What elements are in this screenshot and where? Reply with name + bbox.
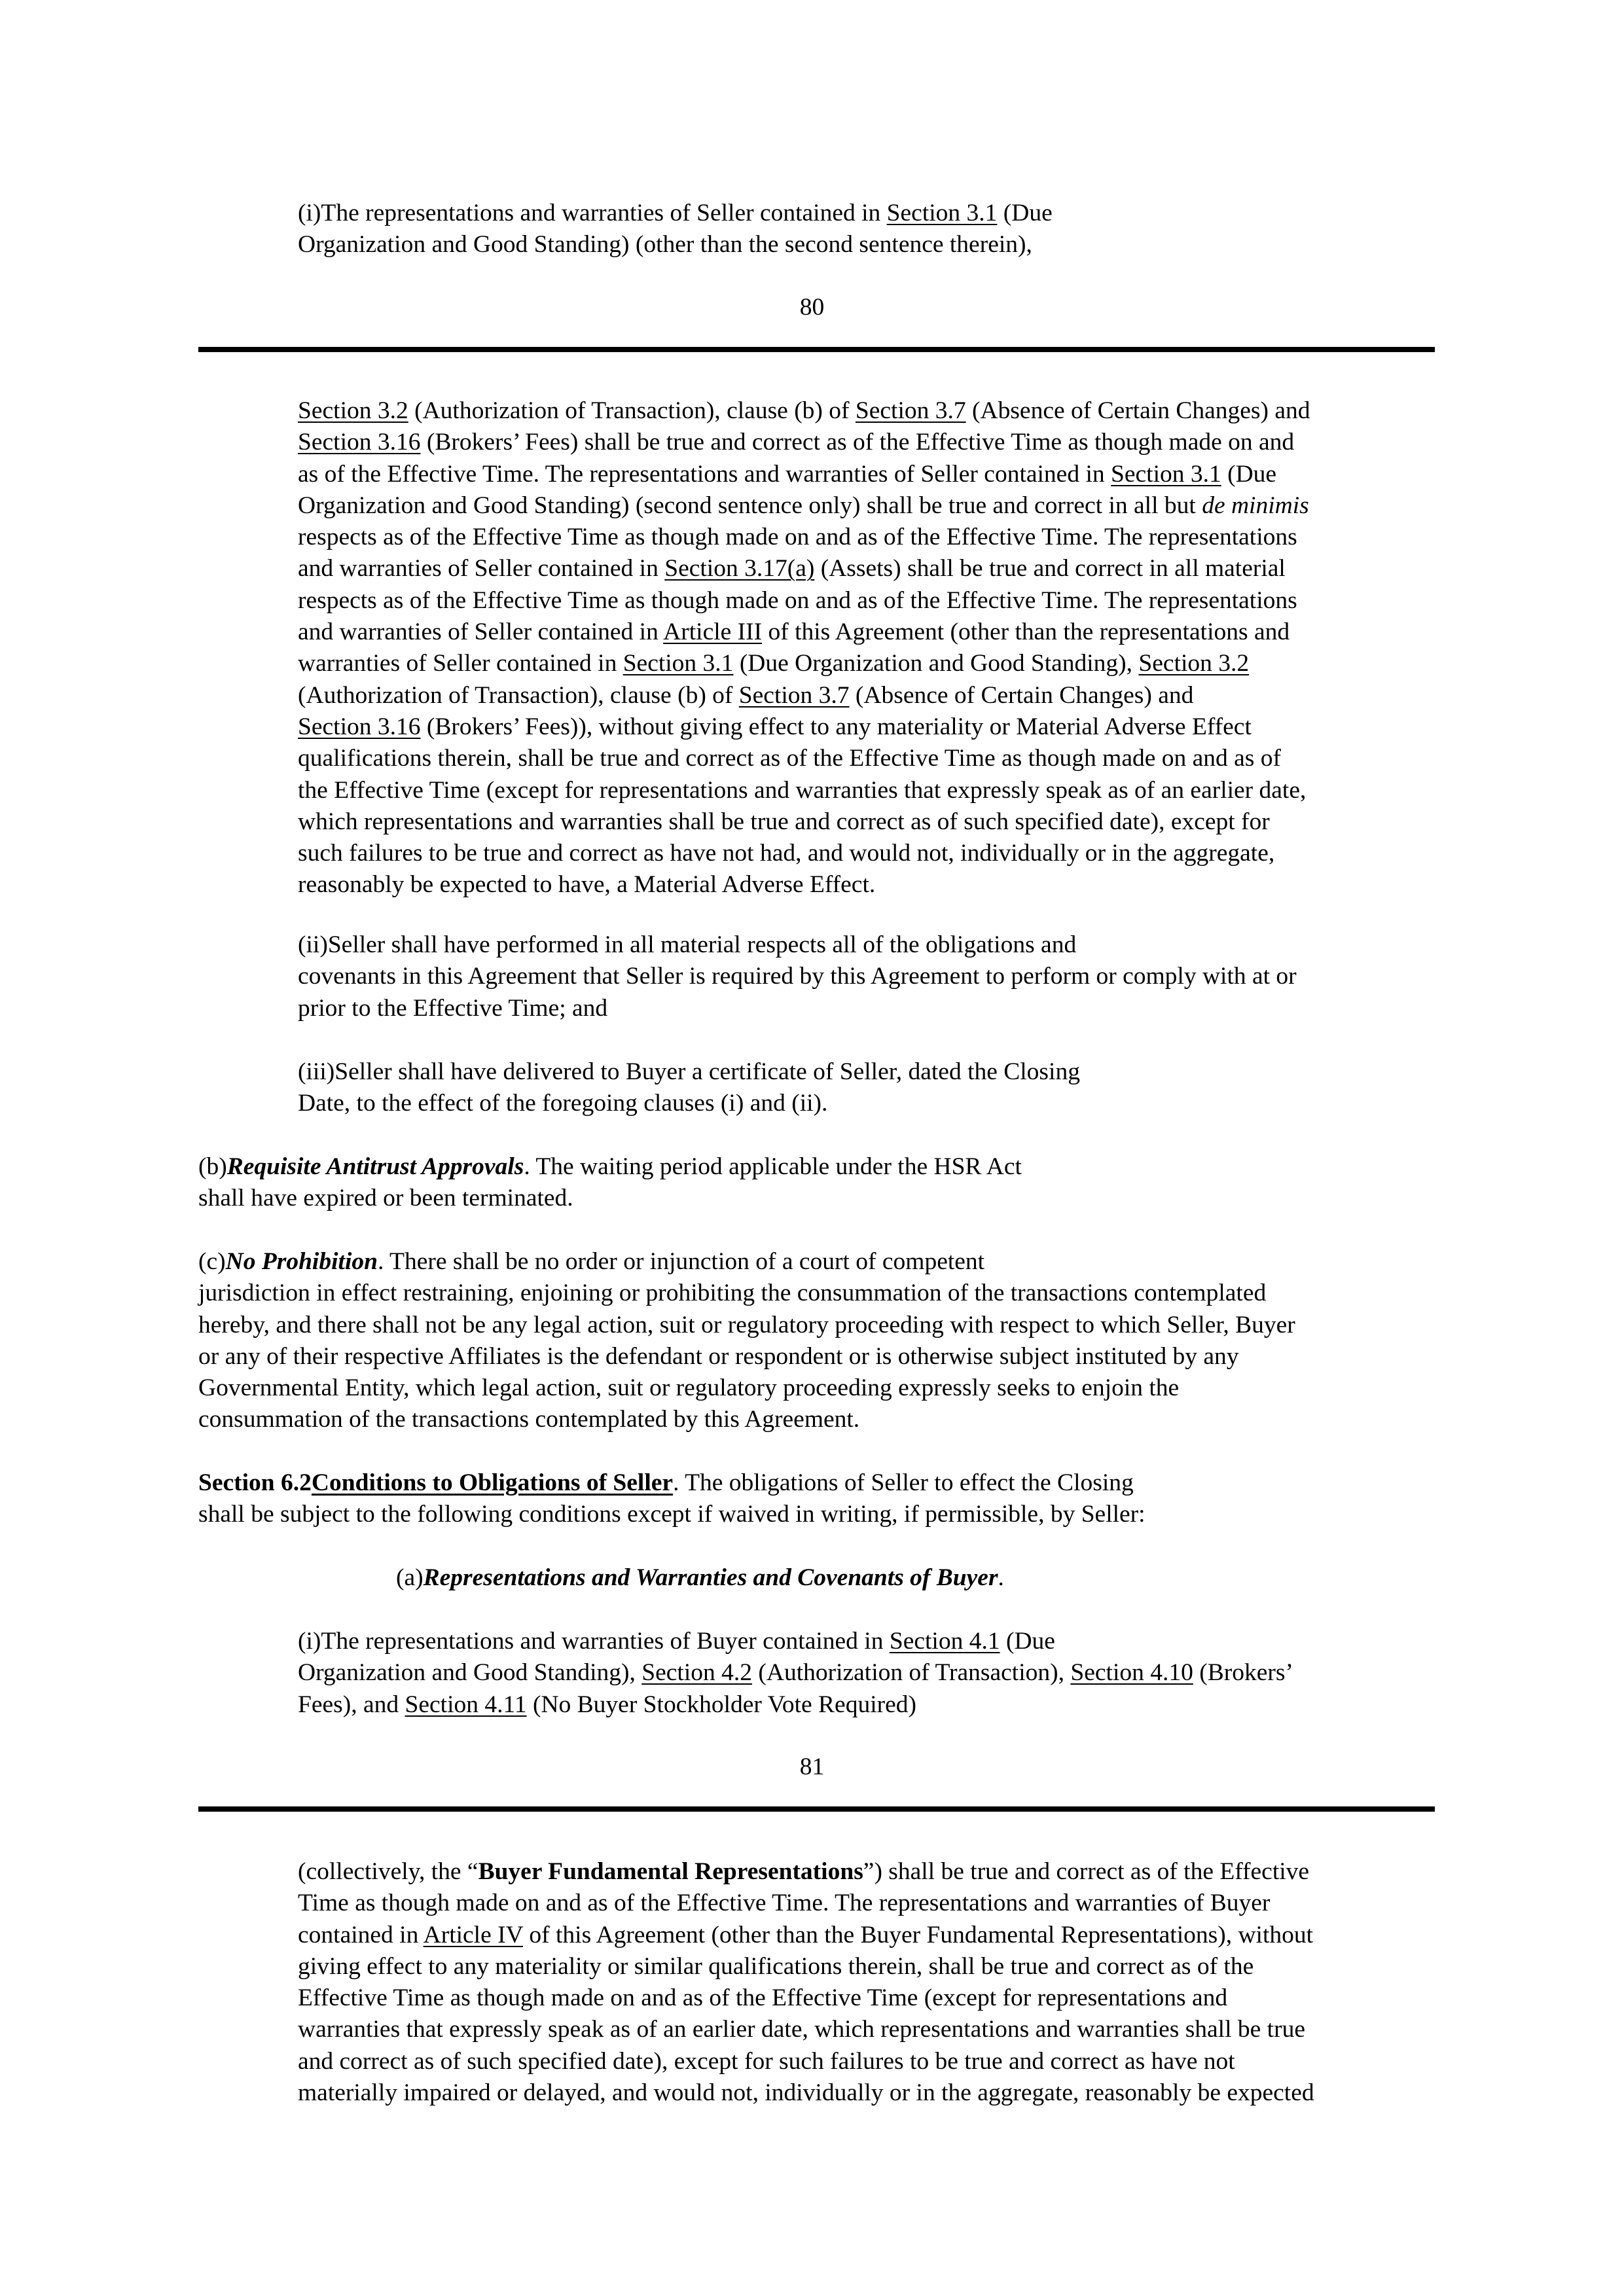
text-run: Date, to the effect of the foregoing clauses (i) and (ii). [298,1090,828,1117]
text-run: shall be subject to the following conditions except if waived in writing, if permissible, by Seller: [198,1501,1146,1528]
text-line [298,743,1310,774]
text-run: (Due Organization and Good Standing), [733,650,1139,677]
text-line [198,1372,1295,1404]
cross-reference: Section 4.1 [889,1628,1000,1655]
text-run: covenants in this Agreement that Seller is required by this Agreement to perform or comply with at or [298,963,1297,990]
text-line [198,1246,1295,1278]
text-run: Seller shall have delivered to Buyer a certificate of Seller, dated the Closing [334,1058,1080,1085]
text-run: The representations and warranties of Buyer contained in [321,1628,890,1655]
text-run: . There shall be no order or injunction of a court of competent [377,1248,985,1275]
emphasized-text: Requisite Antitrust Approvals [226,1153,524,1180]
text-line [298,2046,1314,2077]
emphasized-text: Section 6.2 [198,1469,312,1496]
text-run: (Authorization of Transaction), clause (b) of [298,681,739,709]
cross-reference: Section 3.1 [623,650,734,677]
text-line [298,869,1310,901]
text-run: jurisdiction in effect restraining, enjoining or prohibiting the consummation of the transactions contemplated [198,1280,1267,1307]
cross-reference: Section 3.16 [298,429,421,456]
text-line [298,395,1310,427]
text-run: (i) [298,1628,321,1655]
cross-reference: Section 3.2 [298,397,408,424]
text-run: contained in [298,1921,424,1948]
text-run: shall have expired or been terminated. [198,1185,573,1212]
text-run: Organization and Good Standing) (other than the second sentence therein), [298,231,1032,259]
text-line [298,617,1310,648]
paragraph-clause-i-seller [298,198,1053,261]
text-run: materially impaired or delayed, and would not, individually or in the aggregate, reasonably be expected [298,2079,1314,2107]
emphasized-text: Buyer Fundamental Representations [478,1858,863,1885]
text-run: (Brokers’ Fees)), without giving effect to any materiality or Material Adverse Effect [420,713,1252,740]
text-line [298,553,1310,584]
text-line [298,229,1053,260]
text-line [298,838,1310,869]
paragraph-clause-iii-seller [298,1056,1080,1120]
text-line [298,2077,1314,2109]
text-run: the Effective Time (except for representations and warranties that expressly speak as of an earlier date, [298,776,1307,804]
text-line [298,490,1310,522]
cross-reference: Article III [663,619,763,646]
text-line [298,929,1297,961]
text-line [198,1404,1295,1435]
page-number-81: 81 [799,1753,825,1780]
text-line [298,1657,1293,1689]
paragraph-buyer-fundamental-representations [298,1856,1314,2109]
text-run: (ii) [298,931,328,958]
text-run: Fees), and [298,1691,405,1718]
text-run: hereby, and there shall not be any legal action, suit or regulatory proceeding with respect to which Seller, Buyer [198,1311,1295,1338]
text-run: prior to the Effective Time; and [298,994,608,1022]
text-line [298,711,1310,743]
cross-reference: Section 3.7 [738,681,850,709]
text-run: giving effect to any materiality or similar qualifications therein, shall be true and correct as of the [298,1952,1254,1980]
text-line [298,1982,1314,2014]
text-line [298,1689,1293,1721]
text-run: (i) [298,200,321,226]
text-line [298,648,1310,679]
text-run: (c) [198,1248,226,1275]
text-line [298,585,1310,617]
paragraph-clause-i-buyer [298,1626,1293,1721]
text-line [298,806,1310,838]
cross-reference: Article IV [423,1921,524,1948]
cross-reference: Section 3.1 [886,200,998,226]
cross-reference: Section 3.7 [855,397,966,424]
text-run: Organization and Good Standing), [298,1659,642,1687]
cross-reference: Section 3.17(a) [664,555,815,583]
paragraph-section-6-2 [198,1467,1146,1531]
emphasized-text: Conditions to Obligations of Seller [311,1469,674,1496]
cross-reference: Section 3.2 [1138,650,1250,677]
text-line [198,1341,1295,1372]
text-run: . [998,1564,1004,1591]
text-run: warranties of Seller contained in [298,650,623,677]
text-run: (Authorization of Transaction), [752,1659,1071,1687]
text-line [298,775,1310,806]
text-run: (a) [396,1564,424,1591]
text-run: (collectively, the “ [298,1858,478,1885]
text-line [198,1151,1022,1183]
text-line [298,198,1053,229]
emphasized-text: Representations and Warranties and Covenants of Buyer [423,1564,998,1591]
emphasized-text: de minimis [1202,492,1309,519]
text-run: (Due [1221,460,1277,488]
text-line [198,1499,1146,1530]
text-run: of this Agreement (other than the Buyer Fundamental Representations), without [523,1921,1314,1948]
text-run: respects as of the Effective Time as though made on and as of the Effective Time. The representations [298,524,1297,551]
paragraph-clause-b-antitrust [198,1151,1022,1215]
text-run: qualifications therein, shall be true and correct as of the Effective Time as though made on and as of [298,745,1281,772]
text-run: (Absence of Certain Changes) and [965,397,1310,424]
text-run: (Absence of Certain Changes) and [849,681,1194,709]
text-run: (Brokers’ Fees) shall be true and correct as of the Effective Time as though made on and [420,429,1295,456]
text-line [298,459,1310,490]
emphasized-text: No Prohibition [225,1248,378,1275]
cross-reference: Section 4.10 [1070,1659,1193,1687]
cross-reference: Section 3.16 [298,713,421,740]
text-run: (Authorization of Transaction), clause (b) of [408,397,856,424]
text-line [298,1626,1293,1657]
text-run: . The waiting period applicable under the HSR Act [524,1153,1022,1180]
text-run: Governmental Entity, which legal action, suit or regulatory proceeding expressly seeks to enjoin the [198,1374,1180,1402]
text-line [396,1562,1004,1594]
text-run: such failures to be true and correct as have not had, and would not, individually or in the aggregate, [298,840,1275,867]
text-run: which representations and warranties shall be true and correct as of such specified date), except for [298,808,1270,835]
paragraph-seller-representations-continued [298,395,1310,901]
text-run: Seller shall have performed in all material respects all of the obligations and [327,931,1077,958]
text-run: Effective Time as though made on and as of the Effective Time (except for representations and [298,1984,1228,2012]
text-run: Organization and Good Standing) (second sentence only) shall be true and correct in all but [298,492,1202,519]
page-break-rule [198,1806,1435,1812]
text-line [298,427,1310,458]
text-line [298,961,1297,992]
text-run: or any of their respective Affiliates is the defendant or respondent or is otherwise subject instituted by any [198,1342,1239,1370]
text-run: (Due [1000,1628,1055,1655]
cross-reference: Section 4.11 [405,1691,527,1718]
text-run: (Assets) shall be true and correct in all material [814,555,1286,583]
text-line [298,1951,1314,1982]
text-line [298,1856,1314,1888]
text-run: (No Buyer Stockholder Vote Required) [526,1691,916,1718]
text-run: warranties that expressly speak as of an earlier date, which representations and warranties shall be true [298,2016,1305,2043]
text-line [298,1888,1314,1919]
text-run: consummation of the transactions contemplated by this Agreement. [198,1406,860,1433]
text-run: and correct as of such specified date), except for such failures to be true and correct as have not [298,2047,1235,2075]
text-run: Time as though made on and as of the Effective Time. The representations and warranties of Buyer [298,1890,1271,1917]
cross-reference: Section 3.1 [1111,460,1221,488]
text-run: (b) [198,1153,227,1180]
text-run: (iii) [298,1058,335,1085]
text-run: ”) shall be true and correct as of the Effective [863,1858,1310,1885]
text-line [198,1183,1022,1214]
text-line [198,1467,1146,1499]
cross-reference: Section 4.2 [641,1659,752,1687]
page-number-80: 80 [799,294,825,321]
text-run: as of the Effective Time. The representations and warranties of Seller contained in [298,460,1111,488]
paragraph-clause-c-no-prohibition [198,1246,1295,1436]
text-line [298,522,1310,553]
text-line [298,680,1310,711]
text-line [198,1310,1295,1341]
paragraph-clause-a-buyer [396,1562,1004,1594]
text-run: . The obligations of Seller to effect the Closing [673,1469,1134,1496]
text-run: of this Agreement (other than the representations and [762,619,1290,646]
text-line [298,2014,1314,2045]
text-run: reasonably be expected to have, a Material Adverse Effect. [298,871,876,899]
text-line [298,1056,1080,1088]
text-run: (Brokers’ [1193,1659,1293,1687]
paragraph-clause-ii-seller [298,929,1297,1024]
text-line [298,1920,1314,1951]
text-run: respects as of the Effective Time as though made on and as of the Effective Time. The representations [298,586,1297,614]
text-run: and warranties of Seller contained in [298,555,665,583]
text-run: The representations and warranties of Seller contained in [321,200,887,226]
text-line [198,1278,1295,1309]
text-run: and warranties of Seller contained in [298,619,664,646]
text-line [298,1088,1080,1119]
page-break-rule [198,347,1435,352]
text-line [298,993,1297,1024]
text-run: (Due [997,200,1053,226]
